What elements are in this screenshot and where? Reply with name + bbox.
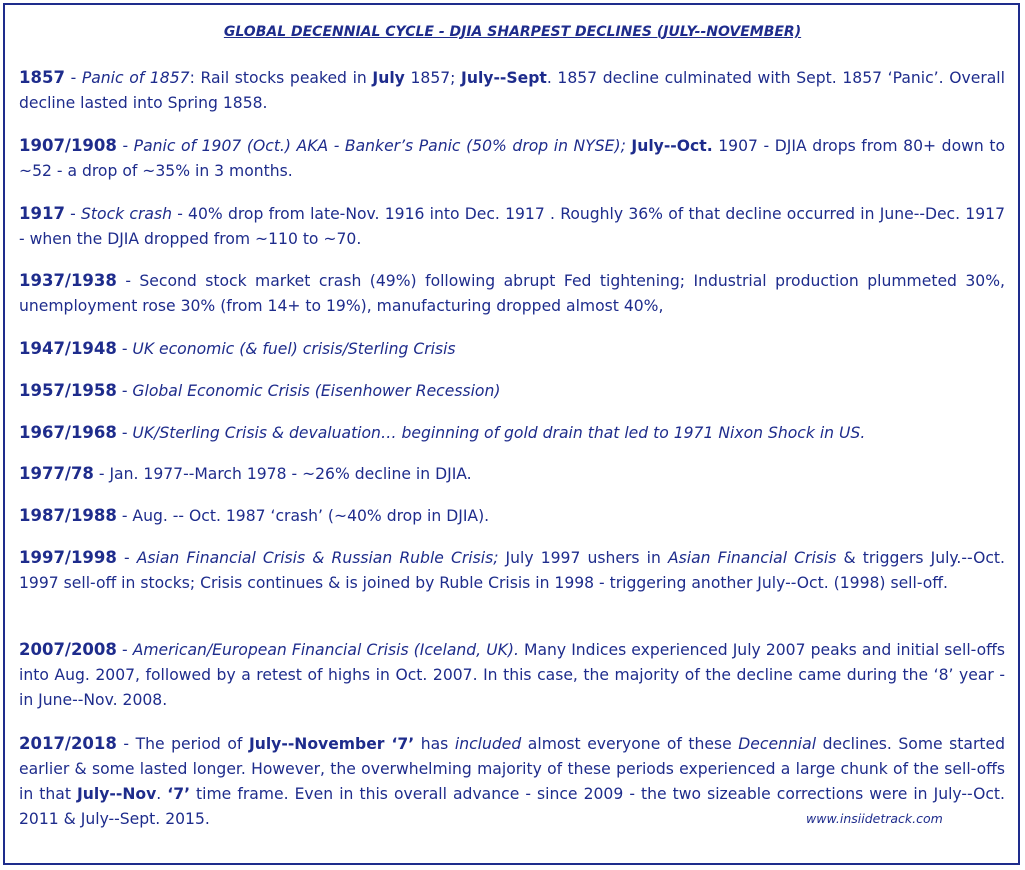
entry-1937: 1937/1938 - Second stock market crash (49%) following abrupt Fed tightening; Industrial production plummeted 30%, unemployment rose 30% (from 14+ to 19%), manufacturing dropped almost 40%, [19,271,1005,315]
entry-1967: 1967/1968 - UK/Sterling Crisis & devaluation… beginning of gold drain that led to 1971 Nixon Shock in US. [19,423,866,442]
entry-year: 2017/2018 [19,734,117,753]
document-title: GLOBAL DECENNIAL CYCLE - DJIA SHARPEST DECLINES (JULY--NOVEMBER) [223,24,802,40]
entry-year: 1917 [19,204,65,223]
entry-1957: 1957/1958 - Global Economic Crisis (Eisenhower Recession) [19,381,501,400]
entry-year: 1937/1938 [19,271,117,290]
entry-year: 1987/1988 [19,506,117,525]
entry-1977: 1977/78 - Jan. 1977--March 1978 - ~26% decline in DJIA. [19,464,472,483]
entry-year: 1957/1958 [19,381,117,400]
entry-1947: 1947/1948 - UK economic (& fuel) crisis/Sterling Crisis [19,339,456,358]
entry-2007: 2007/2008 - American/European Financial Crisis (Iceland, UK). Many Indices experienced July 2007 peaks and initial sell-offs into Aug. 2007, followed by a retest of highs in Oct. 2007. In this case, the majority of the decline came during the ‘8’ year - in June--Nov. 2008. [19,640,1005,709]
entry-1907: 1907/1908 - Panic of 1907 (Oct.) AKA - Banker’s Panic (50% drop in NYSE); July--Oct. 1907 - DJIA drops from 80+ down to ~52 - a drop of ~35% in 3 months. [19,136,1005,180]
entry-2017: 2017/2018 - The period of July--November ‘7’ has included almost everyone of these Decennial declines. Some started earlier & some lasted longer. However, the overwhelming majority of these periods experienced a large chunk of the sell-offs in that July--Nov. ‘7’ time frame. Even in this overall advance - since 2009 - the two sizeable corrections were in July--Oct. 2011 & July--Sept. 2015. [19,734,1005,828]
entry-year: 2007/2008 [19,640,117,659]
entry-year: 1947/1948 [19,339,117,358]
entry-year: 1997/1998 [19,548,117,567]
entry-year: 1907/1908 [19,136,117,155]
website-url: www.insiidetrack.com [806,811,943,826]
entry-1857: 1857 - Panic of 1857: Rail stocks peaked in July 1857; July--Sept. 1857 decline culminated with Sept. 1857 ‘Panic’. Overall decline lasted into Spring 1858. [19,68,1005,112]
entry-1987: 1987/1988 - Aug. -- Oct. 1987 ‘crash’ (~40% drop in DJIA). [19,506,490,525]
entry-1917: 1917 - Stock crash - 40% drop from late-Nov. 1916 into Dec. 1917 . Roughly 36% of that decline occurred in June--Dec. 1917 - when the DJIA dropped from ~110 to ~70. [19,204,1005,248]
entry-year: 1857 [19,68,65,87]
entry-1997: 1997/1998 - Asian Financial Crisis & Russian Ruble Crisis; July 1997 ushers in Asian Financial Crisis & triggers July.--Oct. 1997 sell-off in stocks; Crisis continues & is joined by Ruble Crisis in 1998 - triggering another July--Oct. (1998) sell-off. [19,548,1006,592]
entry-year: 1977/78 [19,464,94,483]
entry-year: 1967/1968 [19,423,117,442]
